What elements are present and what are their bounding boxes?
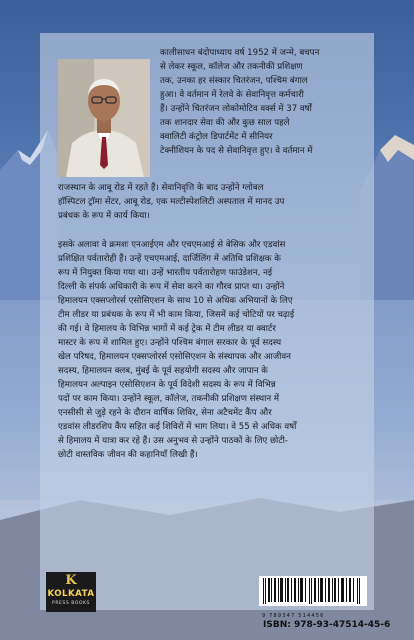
bio-line: प्रबंधक के रूप में कार्य किया। (58, 211, 150, 221)
bio-line: हिमालयन अल्पाइन एसोसिएशन के पूर्व विदेशी सदस्य के रूप में विभिन्न (58, 380, 276, 390)
bio-line: हैं। उन्होंने चितरंजन लोकोमोटिव वर्क्स में 37 वर्षों (160, 104, 312, 114)
bio-line: टीम लीडर या प्रबंधक के रूप में भी काम किया, जिसमें कई चोटियों पर चढ़ाई (58, 310, 295, 320)
publisher-subname: PRESS BOOKS (52, 601, 90, 606)
bio-line: की गई। वे हिमालय के विभिन्न भागों में कई ट्रेक में टीम लीडर या क्वार्टर (58, 324, 276, 334)
bio-line: राजस्थान के आबू रोड में रहते हैं। सेवानिवृत्ति के बाद उन्होंने ग्लोबल (58, 183, 264, 193)
barcode (259, 576, 367, 606)
bio-line: छोटी वास्तविक जीवन की कहानियाँ लिखी हैं। (58, 450, 198, 460)
bio-line: दिल्ली के संपर्क अधिकारी के रूप में सेवा करने का गौरव प्राप्त था। उन्होंने (58, 282, 285, 292)
bio-line: पदों पर काम किया। उन्होंने स्कूल, कॉलेज, तकनीकी प्रशिक्षण संस्थान में (58, 394, 280, 404)
bio-line: टेक्नीशियन के पद से सेवानिवृत्त हुए। वे वर्तमान में (160, 146, 313, 156)
barcode-bars (259, 576, 367, 606)
bio-line: सदस्य, हिमालयन क्लब, मुंबई के पूर्व सहयोगी सदस्य और जापान के (58, 366, 268, 376)
bio-line: एडवांस लीडरशिप कैंप सहित कई शिविरों में भाग लिया। वे 55 से अधिक वर्षों (58, 422, 297, 432)
bio-line: हिमालयन एक्सप्लोरर्स एसोसिएशन के साथ 10 से अधिक अभियानों के लिए (58, 296, 293, 306)
bio-line: कालीसाधन बंदोपाध्याय वर्ष 1952 में जन्मे, बचपन (160, 48, 320, 58)
isbn-number: ISBN: 978-93-47514-45-6 (263, 620, 391, 630)
bio-line: तक शानदार सेवा की और कुछ साल पहले (160, 118, 290, 128)
barcode-digits: 9 789347 514456 (262, 613, 325, 619)
bio-line: एनसीसी से जुड़े रहने के दौरान वार्षिक शिविर, सेना अटैचमेंट कैंप और (58, 408, 272, 418)
bio-line: हॉस्पिटल ट्रॉमा सेंटर, आबू रोड, एक मल्टीस्पेशलिटी अस्पताल में मानद उप (58, 197, 285, 207)
bio-line: तक, उनका हर संस्कार चितरंजन, पश्चिम बंगाल (160, 76, 308, 86)
bio-line: रूप में नियुक्त किया गया था। उन्हें भारतीय पर्वतारोहण फाउंडेशन, नई (58, 268, 273, 278)
bio-line: क्वालिटी कंट्रोल डिपार्टमेंट में सीनियर (160, 132, 273, 142)
bio-line: खेल परिषद, हिमालयन एक्सप्लोरर्स एसोसिएशन के संस्थापक और आजीवन (58, 352, 291, 362)
bio-line: से लेकर स्कूल, कॉलेज और तकनीकी प्रशिक्षण (160, 62, 303, 72)
publisher-monogram: K (65, 573, 77, 588)
bio-line: इसके अलावा वे क्रमशः एनआईएम और एचएमआई से बेसिक और एडवांस (58, 240, 286, 250)
bio-line: हुआ। वे वर्तमान में रेलवे के सेवानिवृत्त कर्मचारी (160, 90, 304, 100)
bio-line: मास्टर के रूप में शामिल हुए। उन्होंने पश्चिम बंगाल सरकार के पूर्व सदस्य (58, 338, 282, 348)
publisher-name: KOLKATA (47, 589, 95, 599)
publisher-logo (46, 572, 96, 612)
bio-line: प्रशिक्षित पर्वतारोही हैं। उन्हें एचएमआई, दार्जिलिंग में अतिथि प्रशिक्षक के (58, 254, 281, 264)
bio-line: से हिमालय में यात्रा कर रहे हैं। उस अनुभव से उन्होंने पाठकों के लिए छोटी- (58, 436, 288, 446)
